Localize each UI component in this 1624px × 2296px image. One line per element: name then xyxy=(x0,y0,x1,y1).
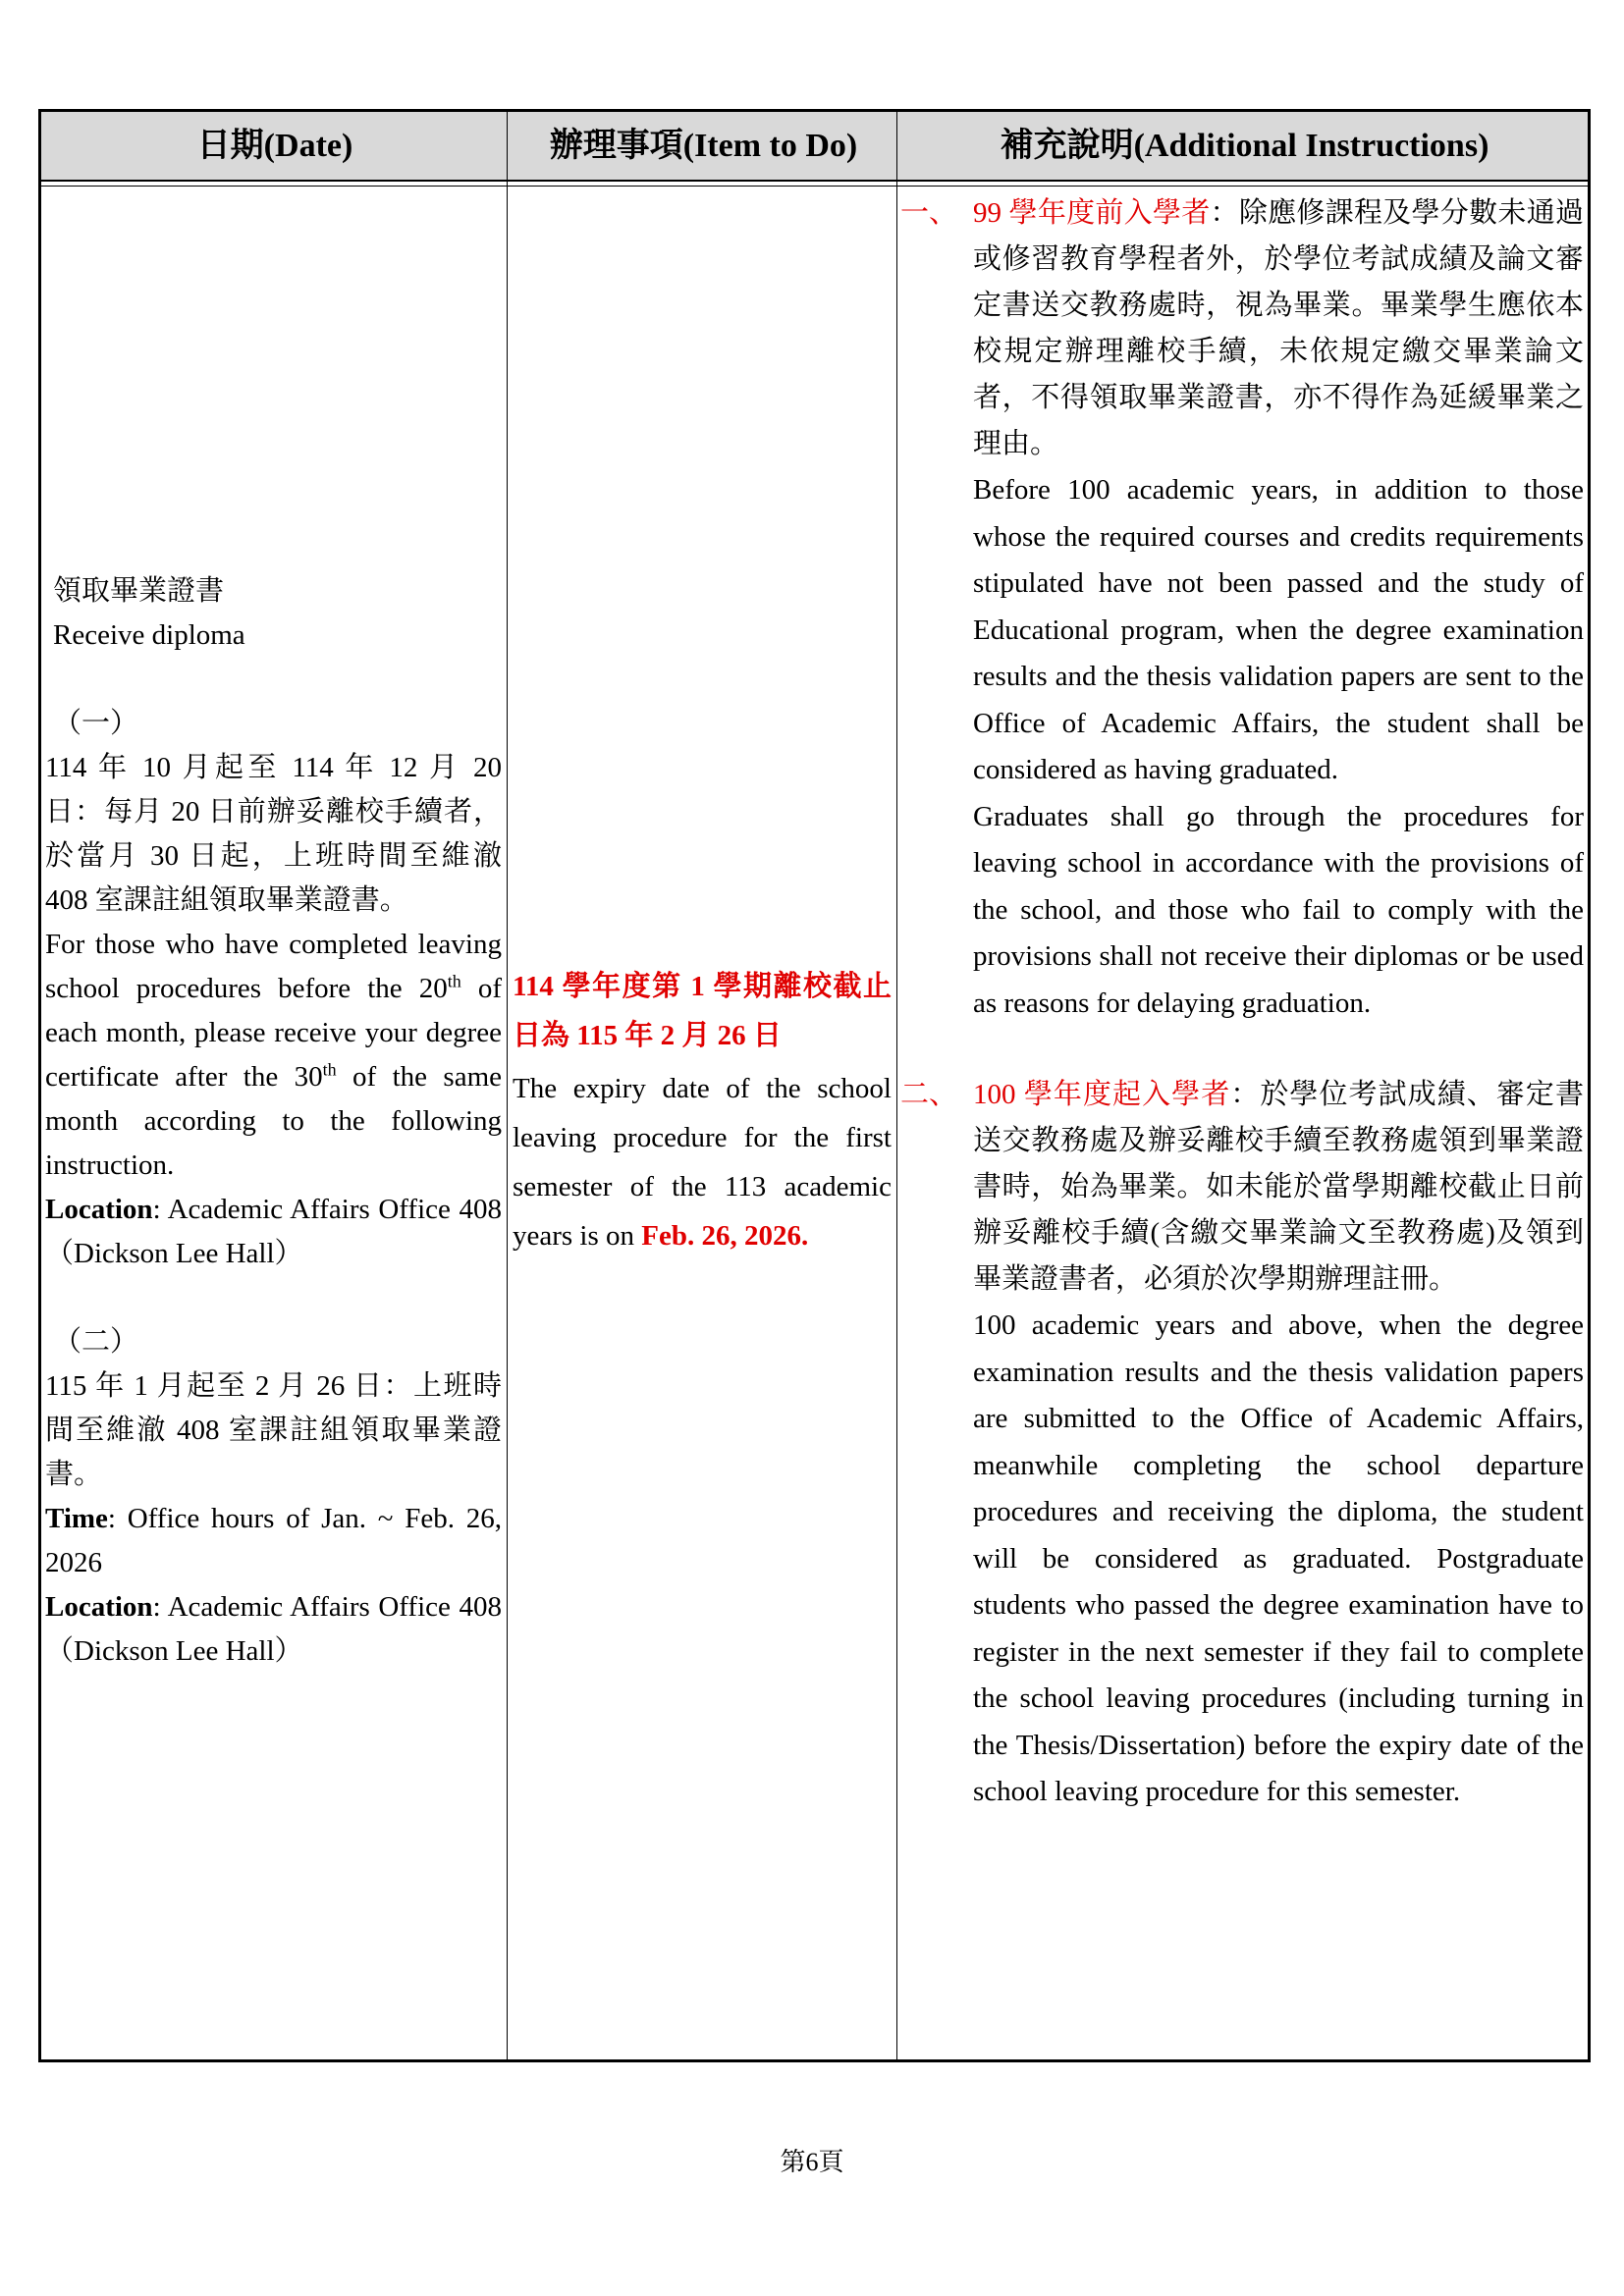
deadline-zh: 114 學年度第 1 學期離校截止日為 115 年 2 月 26 日 xyxy=(513,971,892,1051)
part1-label: （一） xyxy=(53,708,139,739)
diploma-title-zh: 領取畢業證書 xyxy=(53,575,225,607)
notes-cell xyxy=(898,187,1590,2059)
note-item-2-zh: 100 學年度起入學者：於學位考試成績、審定書送交教務處及辦妥離校手續至教務處領到畢業證書時，始為畢業。如未能於當學期離校截止日前辦妥離校手續(含繳交畢業論文至教務處)及領到畢業證書者，必須於次學期辦理註冊。 xyxy=(973,1079,1584,1295)
note-item-2-number: 二、 xyxy=(900,1079,958,1110)
schedule-table xyxy=(38,109,1591,2062)
note-item-2 xyxy=(898,1072,1584,1816)
part1-en: For those who have completed leaving school procedures before the 20th of each month, please receive your degree certificate after the 30th of the same month according to the following instruction. xyxy=(45,929,502,1181)
part2-label: （二） xyxy=(53,1326,139,1358)
date-cell xyxy=(41,187,506,2059)
item-cell xyxy=(509,187,895,2059)
diploma-title-en: Receive diploma xyxy=(53,619,245,651)
page-number: 第6頁 xyxy=(780,2148,844,2176)
part2-time: Time: Office hours of Jan. ~ Feb. 26, 2026 xyxy=(45,1503,502,1578)
table-header-row xyxy=(41,112,1588,181)
note-item-1-number: 一、 xyxy=(900,197,958,229)
note-item-1-zh: 99 學年度前入學者：除應修課程及學分數未通過或修習教育學程者外，於學位考試成績及論文審定書送交教務處時，視為畢業。畢業學生應依本校規定辦理離校手續，未依規定繳交畢業論文者，不得領取畢業證書，亦不得作為延緩畢業之理由。 xyxy=(973,197,1584,459)
note-item-1-en-a: Before 100 academic years, in addition to those whose the required courses and credits requirements stipulated have not been passed and the study of Educational program, when the degree examination results and the thesis validation papers are sent to the Office of Academic Affairs, the student shall be considered as having graduated. xyxy=(973,474,1584,785)
part1-location: Location: Academic Affairs Office 408（Dickson Lee Hall） xyxy=(45,1194,502,1269)
note-item-1-en-b: Graduates shall go through the procedures for leaving school in accordance with the provisions of the school, and those who fail to comply with the provisions shall not receive their diplomas or be used as reasons for delaying graduation. xyxy=(973,800,1584,1019)
part1-zh: 114 年 10 月起至 114 年 12 月 20 日：每月 20 日前辦妥離校手續者，於當月 30 日起，上班時間至維澈 408 室課註組領取畢業證書。 xyxy=(45,752,502,916)
header-date: 日期(Date) xyxy=(196,128,353,164)
deadline-en: The expiry date of the school leaving procedure for the first semester of the 113 academic years is on Feb. 26, 2026. xyxy=(513,1073,892,1252)
header-item: 辦理事項(Item to Do) xyxy=(549,128,858,164)
note-item-1 xyxy=(898,190,1584,1027)
column-divider xyxy=(896,112,897,2059)
part2-zh: 115 年 1 月起至 2 月 26 日：上班時間至維澈 408 室課註組領取畢業證書。 xyxy=(45,1370,502,1490)
note-item-2-en: 100 academic years and above, when the degree examination results and the thesis validation papers are submitted to the Office of Academic Affairs, meanwhile completing the school departure procedures and receiving the diploma, the student will be considered as graduated. Postgraduate students who passed the degree examination have to register in the next semester if they fail to complete the school leaving procedures (including turning in the Thesis/Dissertation) before the expiry date of the school leaving procedure for this semester. xyxy=(973,1309,1584,1807)
column-divider xyxy=(507,112,508,2059)
part2-location: Location: Academic Affairs Office 408（Dickson Lee Hall） xyxy=(45,1591,502,1667)
header-notes: 補充說明(Additional Instructions) xyxy=(1000,128,1489,164)
